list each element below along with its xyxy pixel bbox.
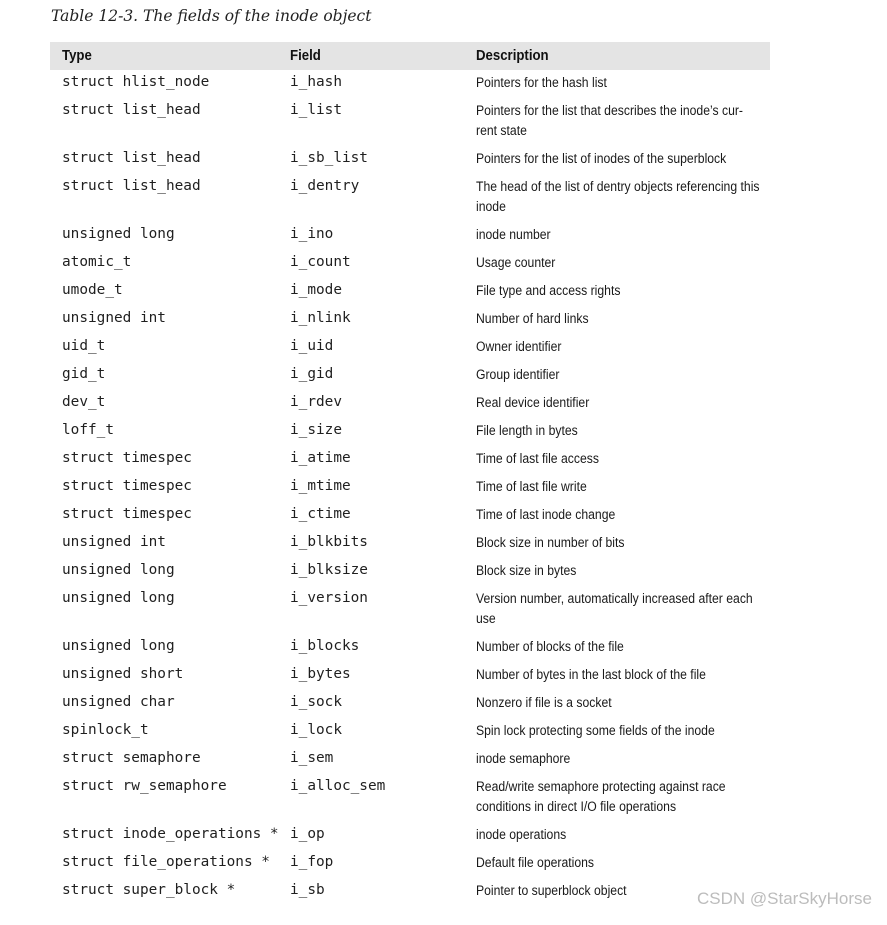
table-row: [50, 362, 770, 390]
cell-field: i_mode: [290, 282, 342, 298]
cell-type: spinlock_t: [62, 722, 149, 738]
cell-type: struct inode_operations *: [62, 826, 279, 842]
cell-description: Block size in number of bits: [476, 535, 625, 551]
cell-type: umode_t: [62, 282, 123, 298]
table-row: [50, 878, 770, 906]
cell-type: struct hlist_node: [62, 74, 210, 90]
cell-type: unsigned long: [62, 562, 175, 578]
cell-field: i_gid: [290, 366, 334, 382]
inode-fields-table: [50, 42, 770, 906]
cell-description: Time of last file write: [476, 479, 587, 495]
cell-description: Version number, automatically increased after each use: [476, 591, 753, 627]
cell-description: Time of last file access: [476, 451, 599, 467]
cell-type: dev_t: [62, 394, 106, 410]
cell-description: File type and access rights: [476, 283, 621, 299]
cell-description: Pointers for the hash list: [476, 75, 607, 91]
cell-field: i_size: [290, 422, 342, 438]
cell-type: struct semaphore: [62, 750, 201, 766]
cell-type: atomic_t: [62, 254, 132, 270]
cell-type: struct super_block *: [62, 882, 236, 898]
cell-description: The head of the list of dentry objects referencing this inode: [476, 179, 760, 215]
cell-description: Spin lock protecting some fields of the inode: [476, 723, 715, 739]
cell-type: struct rw_semaphore: [62, 778, 227, 794]
table-row: [50, 558, 770, 586]
table-row: [50, 174, 770, 222]
cell-field: i_alloc_sem: [290, 778, 386, 794]
cell-field: i_version: [290, 590, 368, 606]
cell-field: i_rdev: [290, 394, 342, 410]
cell-type: unsigned long: [62, 590, 175, 606]
cell-field: i_blkbits: [290, 534, 368, 550]
table-row: [50, 278, 770, 306]
table-row: [50, 70, 770, 98]
cell-description: Owner identifier: [476, 339, 562, 355]
cell-type: struct timespec: [62, 478, 192, 494]
table-row: [50, 690, 770, 718]
cell-type: unsigned long: [62, 638, 175, 654]
table-row: [50, 446, 770, 474]
header-type: Type: [62, 47, 92, 64]
cell-type: unsigned short: [62, 666, 184, 682]
cell-type: unsigned int: [62, 310, 166, 326]
table-header: [50, 42, 770, 70]
cell-type: unsigned int: [62, 534, 166, 550]
cell-type: struct file_operations *: [62, 854, 270, 870]
cell-description: Pointers for the list of inodes of the superblock: [476, 151, 727, 167]
cell-description: inode semaphore: [476, 751, 571, 767]
cell-type: struct list_head: [62, 178, 201, 194]
cell-type: uid_t: [62, 338, 106, 354]
cell-description: inode operations: [476, 827, 567, 843]
table-row: [50, 250, 770, 278]
table-row: [50, 586, 770, 634]
table-row: [50, 822, 770, 850]
cell-description: Block size in bytes: [476, 563, 577, 579]
cell-description: inode number: [476, 227, 551, 243]
cell-type: loff_t: [62, 422, 114, 438]
cell-field: i_hash: [290, 74, 342, 90]
cell-field: i_fop: [290, 854, 334, 870]
cell-description: Number of blocks of the file: [476, 639, 624, 655]
cell-description: Time of last inode change: [476, 507, 616, 523]
cell-field: i_blocks: [290, 638, 360, 654]
table-row: [50, 334, 770, 362]
cell-description: Number of bytes in the last block of the file: [476, 667, 706, 683]
table-row: [50, 774, 770, 822]
cell-field: i_ctime: [290, 506, 351, 522]
cell-field: i_blksize: [290, 562, 368, 578]
cell-description: Usage counter: [476, 255, 556, 271]
cell-description: Real device identifier: [476, 395, 590, 411]
cell-description: Default file operations: [476, 855, 595, 871]
table-row: [50, 502, 770, 530]
cell-field: i_sb: [290, 882, 325, 898]
table-row: [50, 98, 770, 146]
cell-description: Number of hard links: [476, 311, 589, 327]
table-row: [50, 146, 770, 174]
cell-field: i_sb_list: [290, 150, 368, 166]
cell-type: unsigned char: [62, 694, 175, 710]
cell-field: i_mtime: [290, 478, 351, 494]
cell-field: i_bytes: [290, 666, 351, 682]
table-row: [50, 222, 770, 250]
cell-field: i_sock: [290, 694, 342, 710]
cell-field: i_ino: [290, 226, 334, 242]
cell-field: i_op: [290, 826, 325, 842]
cell-type: gid_t: [62, 366, 106, 382]
cell-type: struct list_head: [62, 102, 201, 118]
cell-type: unsigned long: [62, 226, 175, 242]
watermark: CSDN @StarSkyHorse: [696, 889, 872, 908]
table-row: [50, 634, 770, 662]
header-field: Field: [290, 47, 321, 64]
cell-description: Pointer to superblock object: [476, 883, 627, 899]
table-row: [50, 718, 770, 746]
cell-field: i_lock: [290, 722, 342, 738]
cell-description: File length in bytes: [476, 423, 578, 439]
cell-description: Group identifier: [476, 367, 560, 383]
table-row: [50, 850, 770, 878]
table-row: [50, 530, 770, 558]
cell-field: i_list: [290, 102, 342, 118]
header-description: Description: [476, 47, 549, 64]
table-caption: Table 12-3. The fields of the inode object: [51, 7, 372, 25]
cell-field: i_dentry: [290, 178, 360, 194]
cell-field: i_nlink: [290, 310, 351, 326]
cell-description: Pointers for the list that describes the inode’s cur- rent state: [476, 103, 743, 139]
table-row: [50, 746, 770, 774]
table-row: [50, 390, 770, 418]
cell-type: struct timespec: [62, 450, 192, 466]
table-row: [50, 306, 770, 334]
cell-field: i_sem: [290, 750, 334, 766]
cell-field: i_count: [290, 254, 351, 270]
cell-description: Nonzero if file is a socket: [476, 695, 612, 711]
cell-type: struct timespec: [62, 506, 192, 522]
cell-type: struct list_head: [62, 150, 201, 166]
table-row: [50, 474, 770, 502]
cell-field: i_atime: [290, 450, 351, 466]
cell-description: Read/write semaphore protecting against race conditions in direct I/O file operations: [476, 779, 726, 815]
table-row: [50, 662, 770, 690]
table-row: [50, 418, 770, 446]
cell-field: i_uid: [290, 338, 334, 354]
